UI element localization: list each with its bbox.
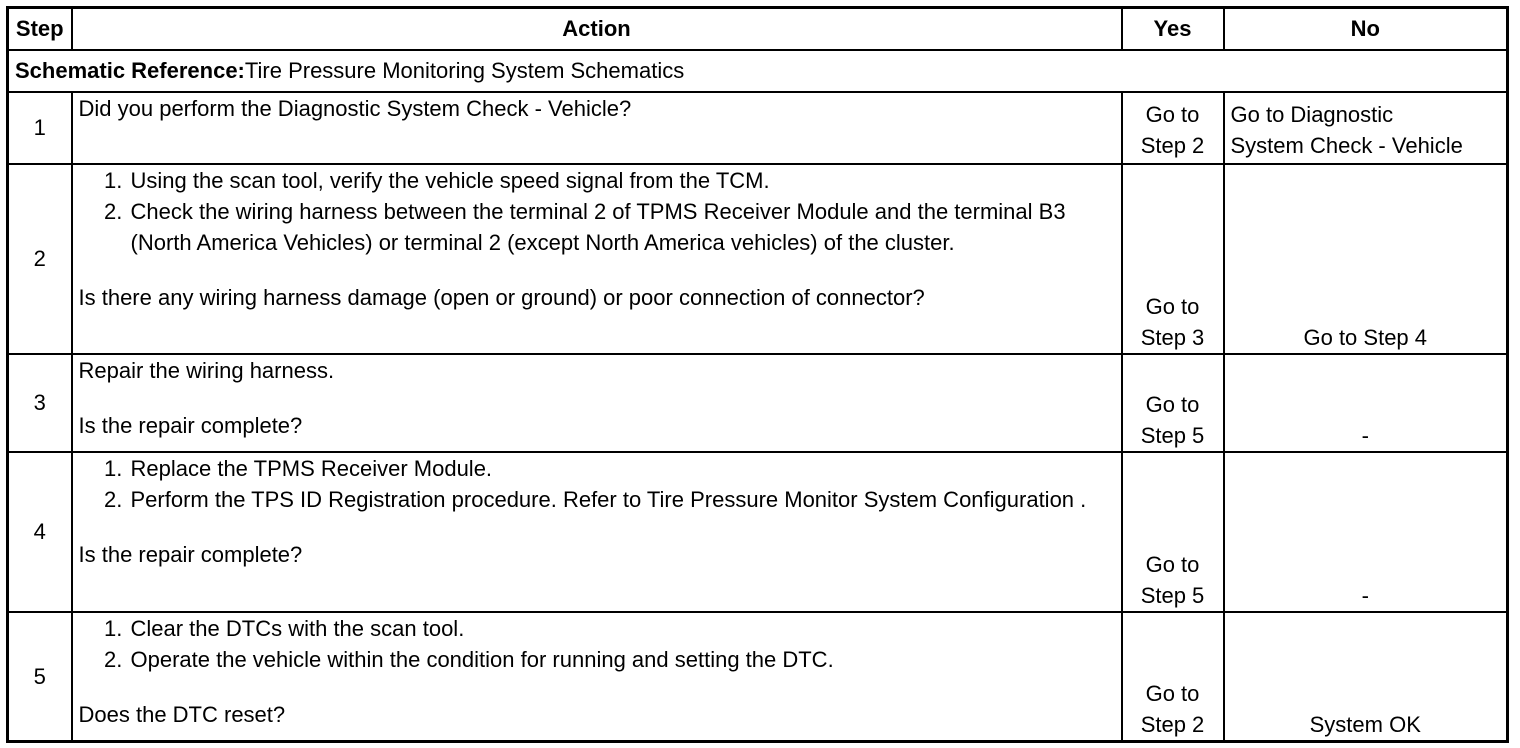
step-number: 1	[8, 92, 72, 164]
yes-cell[interactable]	[1122, 164, 1224, 354]
action-cell	[72, 612, 1122, 742]
yes-cell[interactable]	[1122, 92, 1224, 164]
action-cell	[72, 164, 1122, 354]
no-line: Go to Diagnostic	[1230, 101, 1394, 127]
yes-cell[interactable]	[1122, 354, 1224, 452]
yes-line: Step 3	[1140, 324, 1205, 350]
yes-line: Go to	[1145, 391, 1200, 417]
header-no: No	[1224, 8, 1508, 50]
yes-line: Go to	[1145, 101, 1200, 127]
step-number: 3	[8, 354, 72, 452]
instruction-list	[79, 453, 1115, 515]
action-cell	[72, 92, 1122, 164]
list-item: 2. Operate the vehicle within the condition for running and setting the DTC.	[129, 644, 1115, 675]
question-text: Is the repair complete?	[78, 541, 303, 567]
question-text: Is the repair complete?	[78, 412, 303, 438]
action-cell	[72, 452, 1122, 612]
header-action: Action	[72, 8, 1122, 50]
action-text: Did you perform the Diagnostic System Check - Vehicle?	[78, 95, 632, 121]
yes-line: Step 2	[1140, 132, 1205, 158]
yes-line: Go to	[1145, 681, 1200, 706]
list-item: 2. Check the wiring harness between the terminal 2 of TPMS Receiver Module and the terminal B3 (North America Vehicles) or terminal 2 (except North America vehicles) of the cluster.	[129, 196, 1115, 258]
schematic-reference	[8, 50, 1508, 92]
table-row	[8, 452, 1508, 612]
schematic-link[interactable]: Tire Pressure Monitoring System Schematics	[244, 58, 685, 83]
list-item: 1. Clear the DTCs with the scan tool.	[129, 613, 1115, 644]
step-number: 5	[8, 612, 72, 742]
schematic-row	[8, 50, 1508, 92]
list-item: 1. Replace the TPMS Receiver Module.	[129, 453, 1115, 484]
no-cell[interactable]	[1224, 92, 1508, 164]
schematic-label: Schematic Reference:	[15, 58, 245, 83]
instruction-list	[79, 613, 1115, 675]
yes-line: Step 5	[1140, 422, 1205, 448]
yes-cell[interactable]	[1122, 612, 1224, 742]
no-cell[interactable]: Go to Step 4	[1224, 164, 1508, 354]
table-row	[8, 92, 1508, 164]
table-row	[8, 612, 1508, 742]
instruction-list	[79, 165, 1115, 258]
no-cell: System OK	[1224, 612, 1508, 742]
header-step: Step	[8, 8, 72, 50]
action-cell	[72, 354, 1122, 452]
yes-line: Step 2	[1140, 712, 1205, 737]
yes-cell[interactable]	[1122, 452, 1224, 612]
header-yes: Yes	[1122, 8, 1224, 50]
yes-line: Go to	[1145, 293, 1200, 319]
header-row	[8, 8, 1508, 50]
step-number: 2	[8, 164, 72, 354]
list-item: 1. Using the scan tool, verify the vehicle speed signal from the TCM.	[129, 165, 1115, 196]
question-text: Is there any wiring harness damage (open or ground) or poor connection of connector?	[78, 284, 925, 310]
no-cell: -	[1224, 452, 1508, 612]
list-item: 2. Perform the TPS ID Registration procedure. Refer to Tire Pressure Monitor System Configuration .	[129, 484, 1115, 515]
table-row	[8, 164, 1508, 354]
yes-line: Step 5	[1140, 582, 1205, 608]
action-text: Repair the wiring harness.	[78, 357, 335, 383]
no-line: System Check - Vehicle	[1230, 132, 1463, 158]
yes-line: Go to	[1145, 551, 1200, 577]
no-cell: -	[1224, 354, 1508, 452]
diagnostic-table	[6, 6, 1509, 743]
step-number: 4	[8, 452, 72, 612]
question-text: Does the DTC reset?	[78, 701, 286, 727]
table-row	[8, 354, 1508, 452]
